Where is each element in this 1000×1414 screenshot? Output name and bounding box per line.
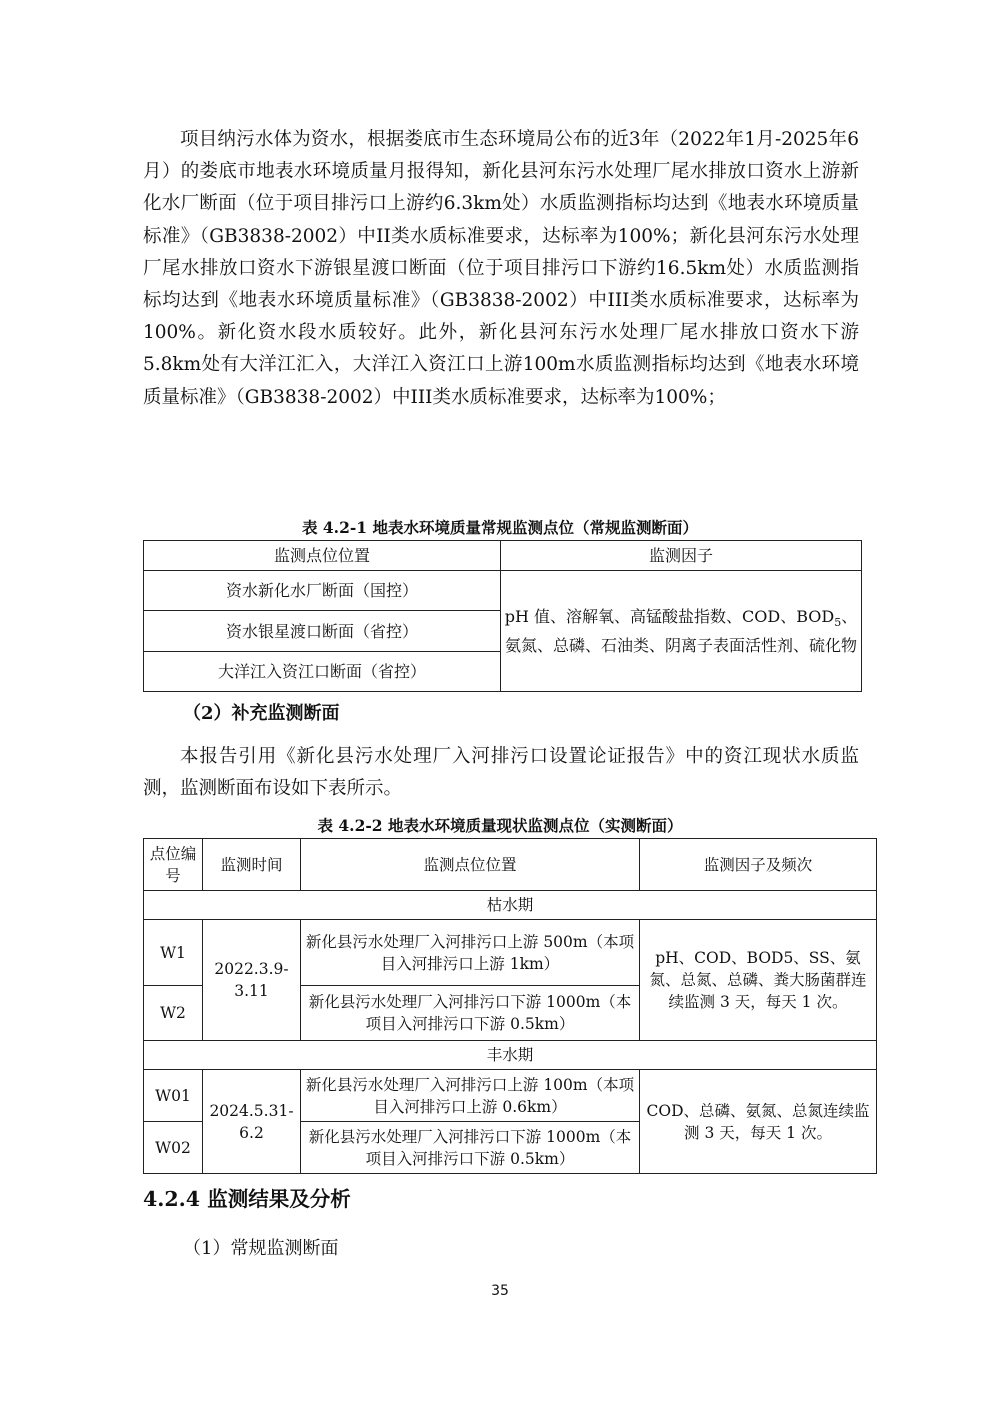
table2: [143, 838, 877, 1174]
section-heading: 4.2.4 监测结果及分析: [143, 1187, 351, 1211]
table1-row-location: 资水新化水厂断面（国控）: [144, 571, 501, 611]
wet-season-label: 丰水期: [144, 1041, 877, 1070]
table2-row-id: W02: [144, 1122, 203, 1174]
table2-row-location: 新化县污水处理厂入河排污口上游 500m（本项目入河排污口上游 1km）: [301, 920, 640, 986]
table2-header-location: 监测点位位置: [301, 839, 640, 891]
table1-row-location: 大洋江入资江口断面（省控）: [144, 652, 501, 692]
table1-factors-text-a: pH 值、溶解氧、高锰酸盐指数、COD、BOD: [504, 606, 835, 626]
table1-factors-text-b: 、氨氮、总磷、石油类、阴离子表面活性剂、硫化物: [504, 606, 858, 656]
table1: [143, 540, 862, 692]
wet-season-date: 2024.5.31-6.2: [203, 1070, 301, 1174]
table2-caption: 表 4.2-2 地表水环境质量现状监测点位（实测断面）: [317, 816, 683, 835]
dry-season-date: 2022.3.9-3.11: [203, 920, 301, 1041]
table2-header-factors: 监测因子及频次: [640, 839, 877, 891]
table1-factors-subscript: 5: [834, 616, 842, 630]
section2-paragraph: 本报告引用《新化县污水处理厂入河排污口设置论证报告》中的资江现状水质监测，监测断面布设如下表所示。: [143, 746, 859, 800]
section2-title: （2）补充监测断面: [183, 703, 340, 724]
table2-row-id: W1: [144, 920, 203, 986]
subsection-title: （1）常规监测断面: [183, 1238, 339, 1259]
table1-factors-cell: [501, 571, 862, 692]
dry-season-factors: pH、COD、BOD5、SS、氨氮、总氮、总磷、粪大肠菌群连续监测 3 天，每天 1 次。: [640, 920, 877, 1041]
table1-caption: 表 4.2-1 地表水环境质量常规监测点位（常规监测断面）: [302, 518, 698, 537]
table2-row-location: 新化县污水处理厂入河排污口下游 1000m（本项目入河排污口下游 0.5km）: [301, 1122, 640, 1174]
wet-season-factors: COD、总磷、氨氮、总氮连续监测 3 天，每天 1 次。: [640, 1070, 877, 1174]
intro-paragraph: 项目纳污水体为资水，根据娄底市生态环境局公布的近3年（2022年1月-2025年6月）的娄底市地表水环境质量月报得知，新化县河东污水处理厂尾水排放口资水上游新化水厂断面（位于项目排污口上游约6.3km处）水质监测指标均达到《地表水环境质量标准》（GB3838-2002）中II类水质标准要求，达标率为100%；新化县河东污水处理厂尾水排放口资水下游银星渡口断面（位于项目排污口下游约16.5km处）水质监测指标均达到《地表水环境质量标准》（GB3838-2002）中III类水质标准要求，达标率为100%。新化资水段水质较好。此外，新化县河东污水处理厂尾水排放口资水下游5.8km处有大洋江汇入，大洋江入资江口上游100m水质监测指标均达到《地表水环境质量标准》（GB3838-2002）中III类水质标准要求，达标率为100%；: [143, 129, 859, 408]
table1-header-factors: 监测因子: [501, 541, 862, 571]
table2-header-id: 点位编号: [144, 839, 203, 891]
table2-row-location: 新化县污水处理厂入河排污口上游 100m（本项目入河排污口上游 0.6km）: [301, 1070, 640, 1122]
table2-header-time: 监测时间: [203, 839, 301, 891]
table1-row-location: 资水银星渡口断面（省控）: [144, 611, 501, 652]
table2-row-id: W01: [144, 1070, 203, 1122]
dry-season-label: 枯水期: [144, 891, 877, 920]
table2-row-location: 新化县污水处理厂入河排污口下游 1000m（本项目入河排污口下游 0.5km）: [301, 986, 640, 1041]
page-number: 35: [491, 1283, 509, 1299]
table1-header-location: 监测点位位置: [144, 541, 501, 571]
table2-row-id: W2: [144, 986, 203, 1041]
